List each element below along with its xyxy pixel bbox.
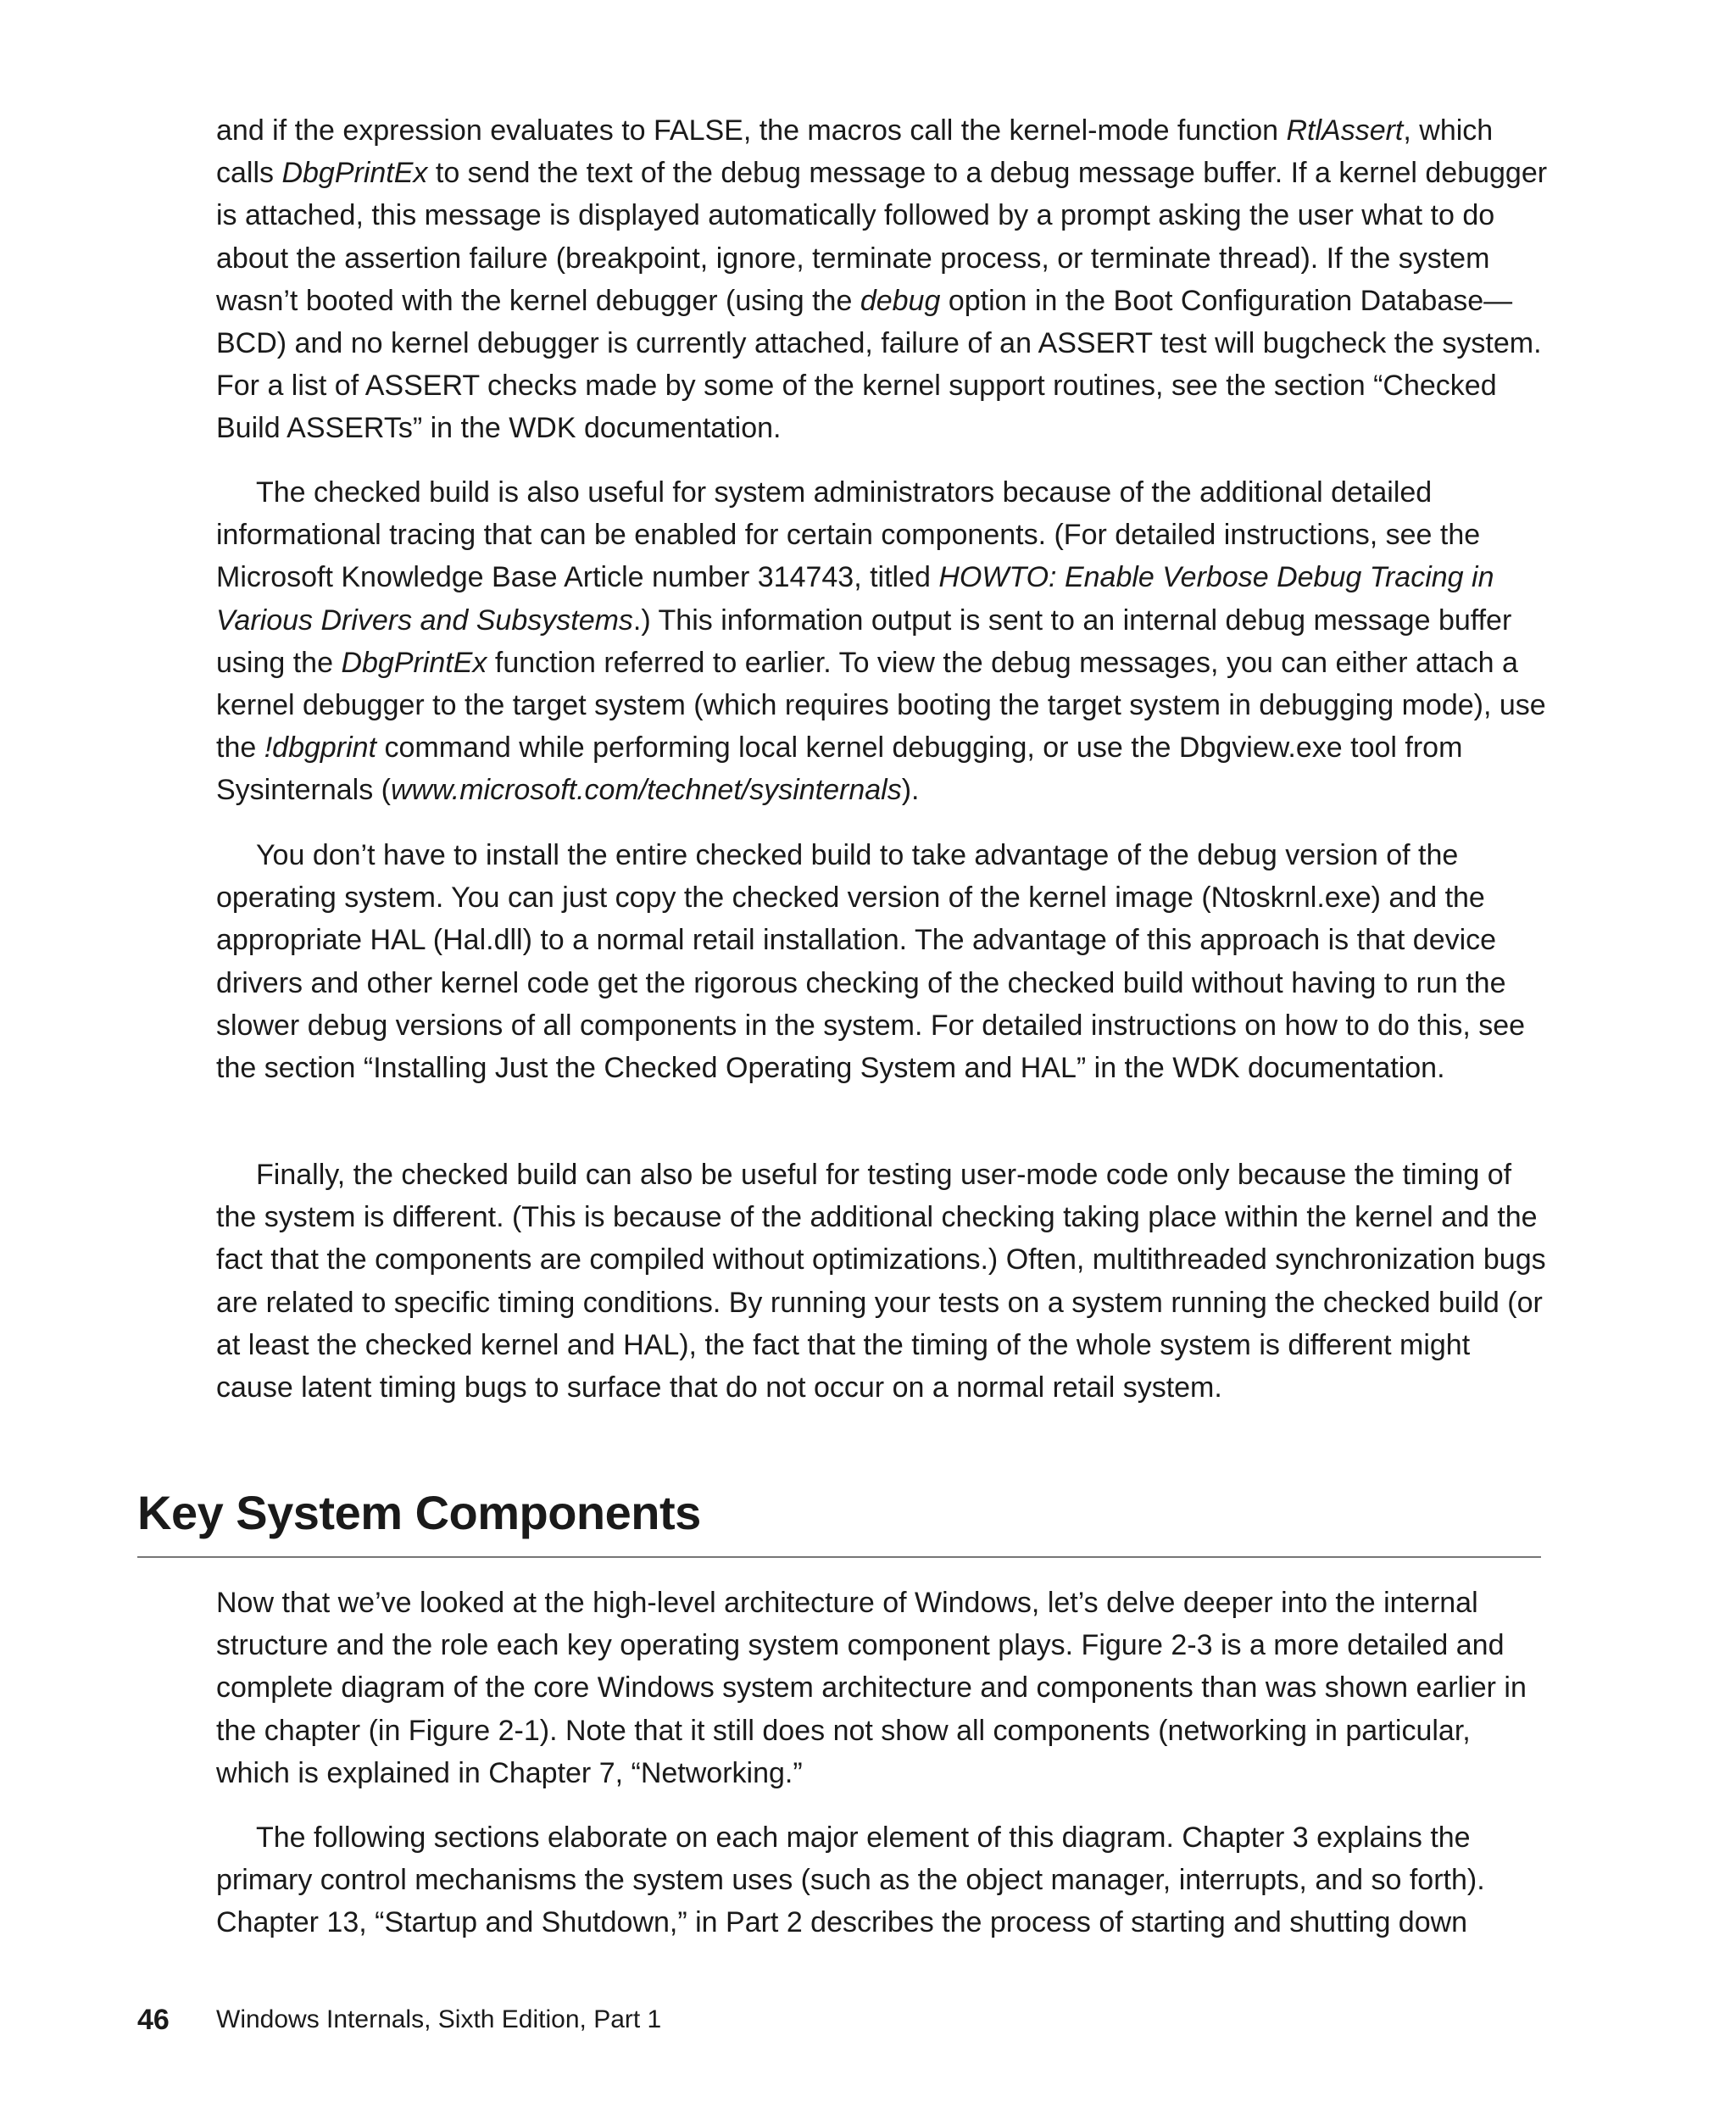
- text-run: , which calls: [216, 114, 1494, 190]
- kb-article-title: HOWTO: Enable Verbose Debug Tracing in Various Drivers and Subsystems: [216, 561, 1494, 637]
- text-run: to send the text of the debug message to a debug message buffer. If a kernel debugger is attached, this message is displayed automatically followed by a prompt asking the user what to do about the assertion failure (breakpoint, ignore, terminate process, or terminate thread). If the system wasn’t booted with the kernel debugger (using the: [216, 157, 1548, 317]
- command-name-dbgprint: !dbgprint: [264, 731, 377, 765]
- text-run: option in the Boot Configuration Database—BCD) and no kernel debugger is currently attached, failure of an ASSERT test will bugcheck the system. For a list of ASSERT checks made by some of the kernel support routines, see the section “Checked Build ASSERTs” in the WDK documentation.: [216, 284, 1542, 445]
- paragraph-checked-build-tracing: [216, 471, 1551, 812]
- text-run: and if the expression evaluates to FALSE, the macros call the kernel-mode function: [216, 114, 1287, 147]
- heading-rule-divider: [137, 1556, 1541, 1558]
- function-name-rtlassert: RtlAssert: [1286, 114, 1404, 147]
- option-name-debug: debug: [860, 284, 941, 317]
- paragraph-checked-kernel-copy: You don’t have to install the entire checked build to take advantage of the debug version of the operating system. You can just copy the checked version of the kernel image (Ntoskrnl.exe) and the appropriate HAL (Hal.dll) to a normal retail installation. The advantage of this approach is that device drivers and other kernel code get the rigorous checking of the checked build without having to run the slower debug versions of all components in the system. For detailed instructions on how to do this, see the section “Installing Just the Checked Operating System and HAL” in the WDK documentation.: [216, 839, 1526, 1085]
- running-footer-title: Windows Internals, Sixth Edition, Part 1: [216, 2005, 662, 2033]
- function-name-dbgprintex: DbgPrintEx: [281, 157, 428, 190]
- text-run: .) This information output is sent to an internal debug message buffer using the: [216, 603, 1512, 679]
- text-run: ).: [901, 774, 920, 807]
- paragraph-assert-behavior: [216, 109, 1551, 450]
- paragraph-following-sections: The following sections elaborate on each major element of this diagram. Chapter 3 explains the primary control mechanisms the system uses (such as the object manager, interrupts, and so forth). Chapter 13, “Startup and Shutdown,” in Part 2 describes the process of starting and shutting down: [216, 1821, 1485, 1939]
- text-run: The checked build is also useful for system administrators because of the additional detailed informational tracing that can be enabled for certain components. (For detailed instructions, see the Microsoft Knowledge Base Article number 314743, titled: [216, 476, 1481, 594]
- text-run: command while performing local kernel debugging, or use the Dbgview.exe tool from Sysinternals (: [216, 731, 1463, 807]
- page-number: 46: [137, 2004, 170, 2036]
- section-heading: Key System Components: [137, 1486, 701, 1539]
- paragraph-timing-differences: Finally, the checked build can also be useful for testing user-mode code only because the timing of the system is different. (This is because of the additional checking taking place within the kernel and the fact that the components are compiled without optimizations.) Often, multithreaded synchronization bugs are related to specific timing conditions. By running your tests on a system running the checked build (or at least the checked kernel and HAL), the fact that the timing of the whole system is different might cause latent timing bugs to surface that do not occur on a normal retail system.: [216, 1159, 1546, 1404]
- function-name-dbgprintex: DbgPrintEx: [341, 646, 487, 679]
- text-run: function referred to earlier. To view the debug messages, you can either attach a kernel debugger to the target system (which requires booting the target system in debugging mode), use the: [216, 646, 1546, 765]
- sysinternals-url: www.microsoft.com/technet/sysinternals: [390, 774, 902, 807]
- paragraph-architecture-intro: Now that we’ve looked at the high-level architecture of Windows, let’s delve deeper into the internal structure and the role each key operating system component plays. Figure 2-3 is a more detailed and complete diagram of the core Windows system architecture and components than was shown earlier in the chapter (in Figure 2-1). Note that it still does not show all components (networking in particular, which is explained in Chapter 7, “Networking.”: [216, 1587, 1527, 1789]
